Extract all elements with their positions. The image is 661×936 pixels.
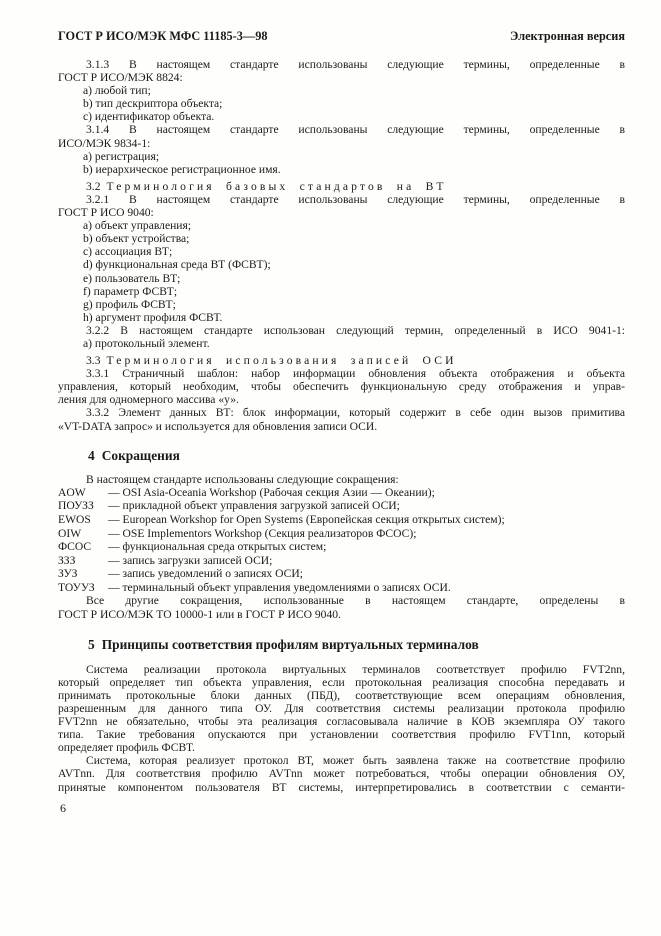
paragraph-5-2 [58,754,625,793]
text-line: ГОСТ Р ИСО/МЭК ТО 10000-1 или в ГОСТ Р ИСО 9040. [58,607,341,621]
list-item: h) аргумент профиля ФСВТ. [83,310,223,324]
document-body [58,58,625,794]
abbreviation-row [58,540,625,554]
text-line: принимать протокольные блоки данных (ПБД), соответствующие всем операциям обновления, [58,688,625,702]
text-line: Все другие сокращения, использованные в настоящем стандарте, определены в [86,594,625,608]
text-line: AVTnn. Для соответствия профилю AVTnn может потребоваться, чтобы операции обновления ОУ, [58,767,625,781]
section-name: Сокращения [101,447,180,463]
list-item: e) пользователь ВТ; [83,271,181,285]
abbr-definition: — терминальный объект управления уведомлениями о записях ОСИ. [108,580,451,594]
paragraph-3-2-1 [58,193,625,219]
list-item: d) функциональная среда ВТ (ФСВТ); [83,258,271,272]
text-line: ления для одномерного массива «у». [58,393,239,407]
text-line: «VT-DATA запрос» и используется для обновления записи ОСИ. [58,419,378,433]
abbreviation-row [58,567,625,581]
subsection-title: Терминология базовых стандартов на ВТ [106,179,447,193]
abbreviation-row [58,513,625,527]
list-item: b) объект устройства; [83,232,190,246]
text-line: 3.3.1 Страничный шаблон: набор информации обновления объекта отображения и объекта [86,367,625,381]
list-item: a) любой тип; [83,84,151,98]
text-line: В настоящем стандарте использованы следующие сокращения: [86,472,399,486]
text-line: 3.3.2 Элемент данных ВТ: блок информации, который содержит в себе один вызов примитива [86,406,625,420]
list-3-1-3 [83,84,625,123]
paragraph-5-1 [58,663,625,755]
text-line: 3.2.2 В настоящем стандарте использован следующий термин, определенный в ИСО 9041-1: [86,323,625,337]
abbr-term: OIW [58,526,82,540]
list-item: f) параметр ФСВТ; [83,284,178,298]
paragraph-3-3-1 [58,367,625,406]
text-line: определяет профиль ФСВТ. [58,741,195,755]
abbr-term: AOW [58,485,86,499]
text-line: 3.1.3 В настоящем стандарте использованы следующие термины, определенные в [86,58,625,71]
text-line: Система реализации протокола виртуальных терминалов соответствует профилю FVT2nn, [86,662,625,676]
text-line: 3.1.4 В настоящем стандарте использованы следующие термины, определенные в [86,123,625,137]
page-number: 6 [60,801,66,815]
abbr-term: EWOS [58,512,91,526]
subsection-title: Терминология использования записей ОСИ [106,354,457,368]
text-line: типа. Такие требования опускаются при установлении соответствия профилю FVT1nn, который [58,728,625,742]
abbr-term: ФСОС [58,540,92,554]
list-3-1-4 [83,150,625,176]
abbr-definition: — запись загрузки записей ОСИ; [108,553,273,567]
text-line: принятые компонентом пользователя ВТ системы, интерпретировались в соответствии с семанти- [58,780,625,794]
text-line: Система, которая реализует протокол ВТ, может быть заявлена также на соответствие профилю [86,754,625,768]
list-item: b) иерархическое регистрационное имя. [83,162,281,176]
paragraph-4-intro [58,473,625,486]
subsection-heading-3-2 [58,180,625,193]
text-line: ГОСТ Р ИСО 9040: [58,206,154,220]
abbreviation-row [58,499,625,513]
subsection-number: 3.2 [86,179,101,193]
text-line: ГОСТ Р ИСО/МЭК 8824: [58,71,183,85]
text-line: который определяет тип объекта управления, если протокольная реализация способна передавать и [58,675,625,689]
text-line: 3.2.1 В настоящем стандарте использованы следующие термины, определенные в [86,192,625,206]
standard-number: ГОСТ Р ИСО/МЭК МФС 11185-3—98 [58,29,268,43]
list-3-2-2 [83,337,625,350]
abbreviation-row [58,581,625,595]
abbreviation-row [58,527,625,541]
abbr-definition: — прикладной объект управления загрузкой записей ОСИ; [108,499,400,513]
abbr-definition: — функциональная среда открытых систем; [108,540,327,554]
list-item: c) ассоциация ВТ; [83,245,173,259]
section-number: 5 [88,636,95,652]
text-line: разрешенным для данного типа ОУ. Для соответствия системы реализации протокола профилю [58,701,625,715]
page-header [58,30,625,43]
section-name: Принципы соответствия профилям виртуальных терминалов [101,636,479,652]
abbreviation-row [58,486,625,500]
text-line: ИСО/МЭК 9834-1: [58,136,151,150]
text-line: FVT2nn не обязательно, чтобы эта реализация согласовывала наличие в КОВ экземпляра ОУ такого [58,715,625,729]
abbr-term: ПОУЗЗ [58,499,94,513]
abbr-term: ЗУЗ [58,567,78,581]
abbr-definition: — European Workshop for Open Systems (Европейская секция открытых систем); [108,512,505,526]
list-item: a) регистрация; [83,149,160,163]
list-item: b) тип дескриптора объекта; [83,97,223,111]
list-item: a) объект управления; [83,219,192,233]
section-title-5 [58,637,625,652]
paragraph-3-1-4 [58,123,625,149]
abbr-term: ТОУУЗ [58,580,95,594]
paragraph-4-end [58,594,625,620]
abbr-definition: — запись уведомлений о записях ОСИ; [108,567,303,581]
abbr-definition: — OSI Asia-Oceania Workshop (Рабочая секция Азии — Океании); [108,485,435,499]
paragraph-3-3-2 [58,406,625,432]
subsection-heading-3-3 [58,354,625,367]
abbr-term: ЗЗЗ [58,553,76,567]
section-number: 4 [88,447,95,463]
paragraph-3-2-2 [58,324,625,337]
abbr-definition: — OSE Implementors Workshop (Секция реализаторов ФСОС); [108,526,417,540]
list-3-2-1 [83,219,625,324]
edition-label: Электронная версия [510,29,625,43]
text-line: управления, который необходим, чтобы обеспечить функциональную среду отображения и управ- [58,380,625,394]
paragraph-3-1-3 [58,58,625,84]
abbreviations-list [58,486,625,595]
list-item: a) протокольный элемент. [83,336,210,350]
subsection-number: 3.3 [86,354,101,368]
list-item: c) идентификатор объекта. [83,110,215,124]
section-title-4 [58,448,625,463]
list-item: g) профиль ФСВТ; [83,297,176,311]
abbreviation-row [58,554,625,568]
